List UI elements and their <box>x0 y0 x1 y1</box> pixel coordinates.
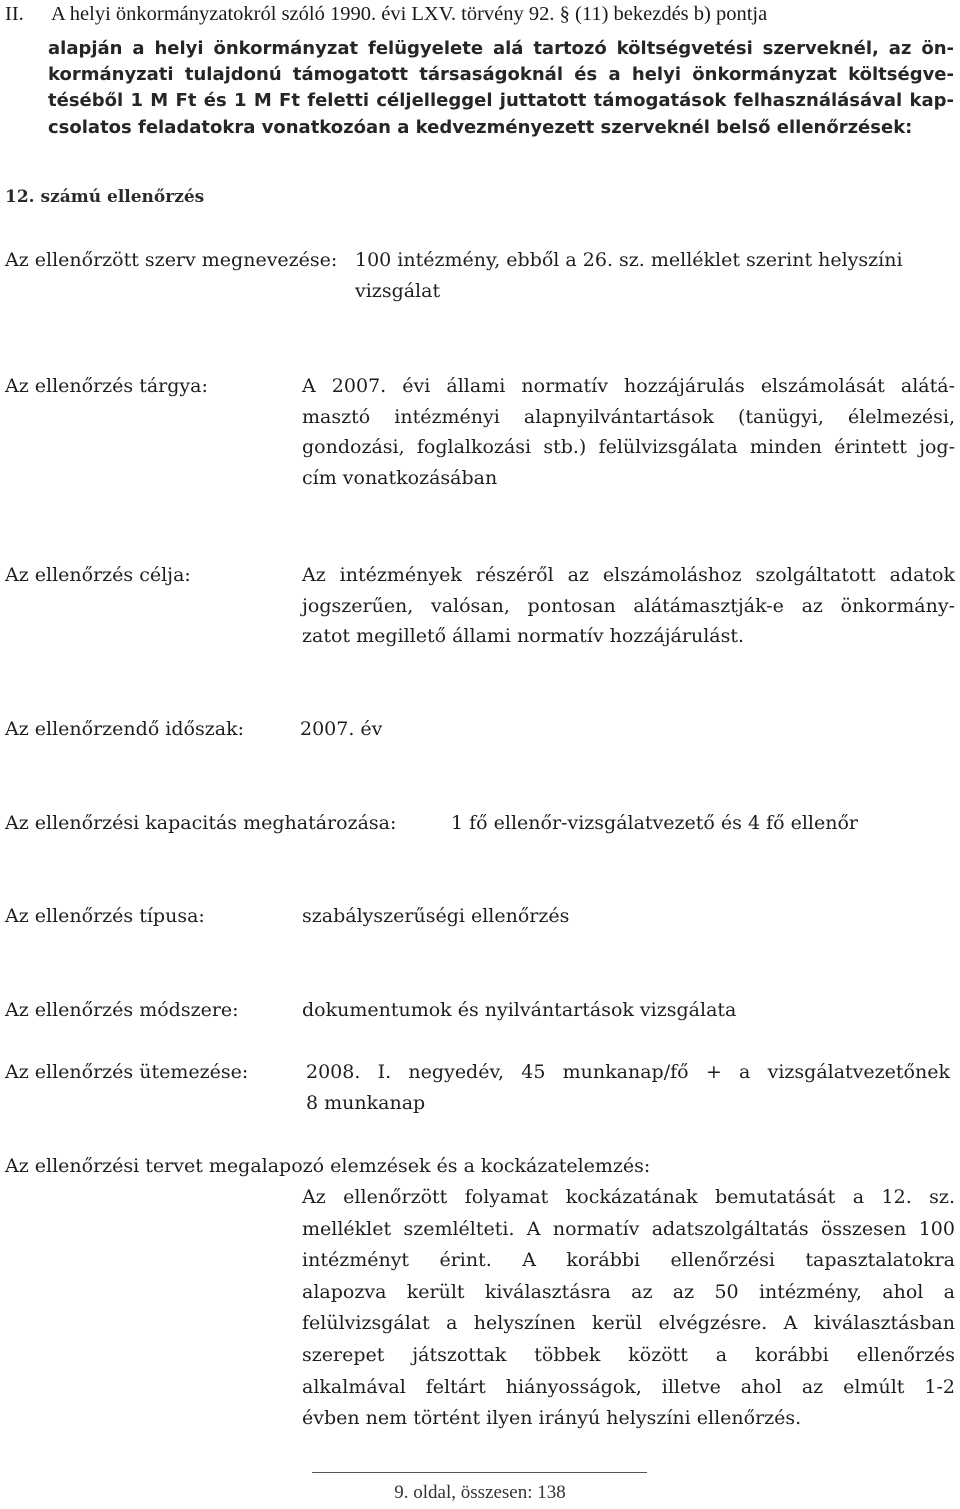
value-line: vizsgálat <box>355 279 441 302</box>
value-line: jogszerűen, valósan, pontosan alátámasztják-e az önkormány- <box>302 594 955 617</box>
field-value-modszer: dokumentumok és nyilvántartások vizsgálata <box>302 999 737 1021</box>
intro-paragraph <box>48 36 954 141</box>
field-label-targy: Az ellenőrzés tárgya: <box>5 375 208 397</box>
field-label-modszer: Az ellenőrzés módszere: <box>5 999 239 1021</box>
footer-divider <box>312 1472 647 1473</box>
value-line: melléklet szemlélteti. A normatív adatszolgáltatás összesen 100 <box>302 1217 955 1240</box>
value-line: cím vonatkozásában <box>302 466 498 489</box>
section-title: 12. számú ellenőrzés <box>5 187 205 207</box>
chapter-heading <box>5 3 767 26</box>
field-value-tipus: szabályszerűségi ellenőrzés <box>302 905 570 927</box>
value-line: szerepet játszottak többek között a korábbi ellenőrzés <box>302 1343 955 1366</box>
page-footer: 9. oldal, összesen: 138 <box>394 1482 566 1503</box>
field-value-targy <box>302 371 955 493</box>
value-line: gondozási, foglalkozási stb.) felülvizsgálata minden érintett jog- <box>302 436 955 458</box>
field-value-szerv <box>355 245 955 306</box>
value-line: 2008. I. negyedév, 45 munkanap/fő + a vizsgálatvezetőnek <box>306 1061 950 1083</box>
value-line: Az intézmények részéről az elszámoláshoz szolgáltatott adatok <box>302 564 955 586</box>
value-line: felülvizsgálat a helyszínen kerül elvégzésre. A kiválasztásban <box>302 1312 955 1335</box>
field-label-kapacitas: Az ellenőrzési kapacitás meghatározása: <box>5 812 397 834</box>
value-line: 8 munkanap <box>306 1091 426 1114</box>
value-line: A 2007. évi állami normatív hozzájárulás elszámolását alátá- <box>302 375 955 397</box>
chapter-heading-text: A helyi önkormányzatokról szóló 1990. évi LXV. törvény 92. § (11) bekezdés b) pontja <box>51 3 768 25</box>
field-value-kapacitas: 1 fő ellenőr-vizsgálatvezető és 4 fő ellenőr <box>451 812 858 834</box>
value-line: alkalmával feltárt hiányosságok, illetve ahol az elmúlt 1-2 <box>302 1375 955 1398</box>
field-value-elemzes <box>302 1182 955 1435</box>
field-value-celja <box>302 560 955 652</box>
field-label-utemezes: Az ellenőrzés ütemezése: <box>5 1061 249 1083</box>
value-line: alapozva került kiválasztásra az az 50 intézmény, ahol a <box>302 1280 955 1303</box>
intro-line: csolatos feladatokra vonatkozóan a kedvezményezett szerveknél belső ellenőrzések: <box>48 116 913 138</box>
field-label-idoszak: Az ellenőrzendő időszak: <box>5 718 244 740</box>
field-value-idoszak: 2007. év <box>300 718 383 740</box>
field-label-elemzes: Az ellenőrzési tervet megalapozó elemzések és a kockázatelemzés: <box>5 1155 651 1177</box>
value-line: intézményt érint. A korábbi ellenőrzési tapasztalatokra <box>302 1249 955 1272</box>
chapter-number: II. <box>5 3 24 25</box>
field-value-utemezes <box>306 1057 950 1118</box>
intro-line: téséből 1 M Ft és 1 M Ft feletti céljelleggel juttatott támogatások felhasználásával kap- <box>48 90 954 112</box>
value-line: évben nem történt ilyen irányú helyszíni ellenőrzés. <box>302 1407 802 1430</box>
value-line: 100 intézmény, ebből a 26. sz. melléklet szerint helyszíni <box>355 249 903 271</box>
value-line: Az ellenőrzött folyamat kockázatának bemutatását a 12. sz. <box>302 1186 955 1208</box>
intro-line: kormányzati tulajdonú támogatott társaságoknál és a helyi önkormányzat költségve- <box>48 64 954 86</box>
field-label-szerv: Az ellenőrzött szerv megnevezése: <box>5 249 338 271</box>
value-line: masztó intézményi alapnyilvántartások (tanügyi, élelmezési, <box>302 405 955 428</box>
field-label-tipus: Az ellenőrzés típusa: <box>5 905 205 927</box>
intro-line: alapján a helyi önkormányzat felügyelete alá tartozó költségvetési szerveknél, az ön- <box>48 38 954 59</box>
field-label-celja: Az ellenőrzés célja: <box>5 564 191 586</box>
value-line: zatot megillető állami normatív hozzájárulást. <box>302 625 745 647</box>
